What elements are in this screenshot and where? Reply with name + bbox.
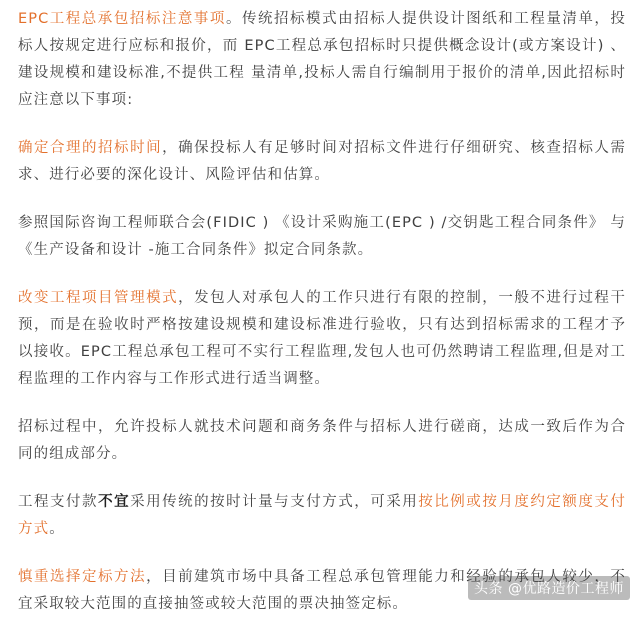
body-text: 参照国际咨询工程师联合会(FIDIC ) 《设计采购施工(EPC ) /交钥匙工程合同条件》 与《生产设备和设计 -施工合同条件》拟定合同条款。 [18, 215, 626, 258]
body-text: 工程支付款 [18, 494, 99, 510]
highlighted-heading-text: 确定合理的招标时间 [18, 140, 163, 156]
body-text: 招标过程中，允许投标人就技术问题和商务条件与招标人进行磋商，达成一致后作为合同的组成部分。 [18, 419, 626, 462]
paragraph [18, 414, 626, 468]
body-text: 。 [49, 521, 65, 537]
paragraph [18, 210, 626, 264]
paragraph [18, 489, 626, 543]
paragraph [18, 6, 626, 114]
paragraph [18, 135, 626, 189]
paragraph [18, 285, 626, 393]
highlighted-heading-text: 按比例或按月度约定额度支付方式 [18, 494, 627, 537]
body-text: ，目前建筑市场中具备工程总承包管理能力和经验的承包人较少，不宜采取较大范围的直接抽签或较大范围的票决抽签定标。 [18, 569, 626, 612]
body-text: 。传统招标模式由招标人提供设计图纸和工程量清单，投标人按规定进行应标和报价，而 EPC工程总承包招标时只提供概念设计(或方案设计) 、建设规模和建设标准,不提供工程 量清单,投标人需自行编制用于报价的清单,因此招标时应注意以下事项: [18, 11, 626, 108]
highlighted-heading-text: EPC工程总承包招标注意事项 [18, 11, 226, 27]
body-text: 采用传统的按时计量与支付方式，可采用 [130, 494, 419, 510]
highlighted-heading-text: 改变工程项目管理模式 [18, 290, 179, 306]
article-body [18, 6, 626, 639]
body-text: ，确保投标人有足够时间对招标文件进行仔细研究、核查招标人需求、进行必要的深化设计、风险评估和估算。 [18, 140, 626, 183]
watermark-text: 头条 @优路造价工程师 [474, 581, 624, 597]
body-text: ，发包人对承包人的工作只进行有限的控制，一般不进行过程干预，而是在验收时严格按建设规模和建设标准进行验收，只有达到招标需求的工程才予以接收。EPC工程总承包工程可不实行工程监理,发包人也可仍然聘请工程监理,但是对工程监理的工作内容与工作形式进行适当调整。 [18, 290, 626, 387]
highlighted-heading-text: 慎重选择定标方法 [18, 569, 147, 585]
watermark [468, 576, 630, 600]
bold-text: 不宜 [98, 494, 131, 510]
